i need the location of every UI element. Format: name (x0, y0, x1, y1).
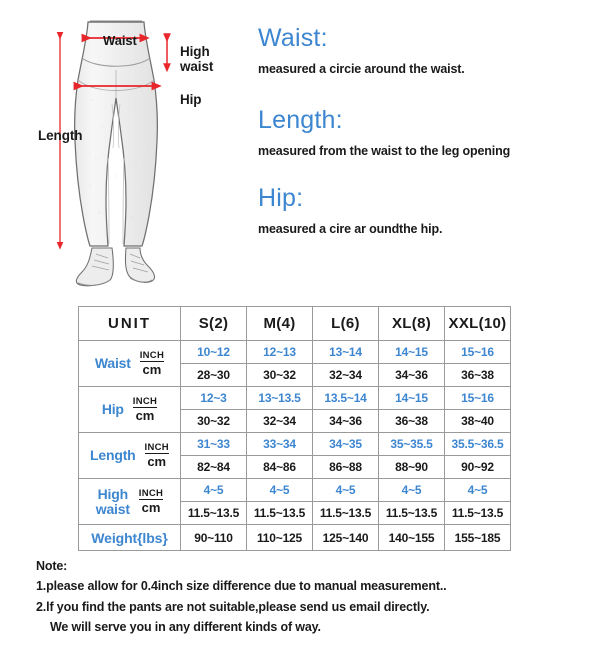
measurement-descriptions (258, 0, 600, 295)
unit-inch-label: INCH (132, 395, 158, 407)
cell-high-waist-cm-m: 11.5~13.5 (247, 502, 313, 525)
description-waist (258, 26, 600, 77)
unit-inch-label: INCH (144, 441, 169, 453)
cell-waist-inch-s: 10~12 (181, 341, 247, 364)
cell-hip-inch-m: 13~13.5 (247, 387, 313, 410)
cell-waist-cm-xl: 34~36 (379, 364, 445, 387)
leggings-figure-icon (30, 8, 260, 293)
cell-hip-inch-xxl: 15~16 (445, 387, 511, 410)
cell-length-cm-xl: 88~90 (379, 456, 445, 479)
diagram-label-high-waist-line1: High (180, 44, 210, 59)
row-label-hip-text: Hip (101, 401, 124, 418)
table-row (79, 479, 511, 502)
description-length (258, 108, 600, 159)
row-label-weight (79, 525, 181, 551)
cell-waist-inch-xl: 14~15 (379, 341, 445, 364)
diagram-label-hip: Hip (180, 92, 202, 107)
cell-hip-cm-s: 30~32 (181, 410, 247, 433)
unit-fraction (139, 489, 163, 515)
description-length-title: Length: (258, 106, 343, 134)
cell-length-cm-xxl: 90~92 (445, 456, 511, 479)
size-chart-table (78, 306, 511, 551)
cell-weight-xl: 140~155 (379, 525, 445, 551)
row-label-waist (79, 341, 181, 387)
cell-waist-inch-m: 12~13 (247, 341, 313, 364)
unit-cm-label: cm (147, 454, 167, 470)
cell-high-waist-cm-l: 11.5~13.5 (313, 502, 379, 525)
unit-cm-label: cm (135, 408, 155, 424)
diagram-label-high-waist (180, 44, 213, 74)
cell-waist-cm-s: 28~30 (181, 364, 247, 387)
table-row (79, 525, 511, 551)
description-length-text: measured from the waist to the leg opening (258, 144, 511, 158)
cell-hip-inch-l: 13.5~14 (313, 387, 379, 410)
row-label-length (79, 433, 181, 479)
cell-weight-l: 125~140 (313, 525, 379, 551)
cell-high-waist-inch-m: 4~5 (247, 479, 313, 502)
cell-length-inch-xl: 35~35.5 (379, 433, 445, 456)
row-label-high-waist (79, 479, 181, 525)
cell-high-waist-inch-xxl: 4~5 (445, 479, 511, 502)
row-label-hip (79, 387, 181, 433)
notes-heading: Note: (36, 559, 68, 573)
diagram-label-waist: Waist (103, 33, 137, 48)
unit-cm-label: cm (141, 500, 161, 516)
cell-high-waist-inch-s: 4~5 (181, 479, 247, 502)
cell-waist-cm-l: 32~34 (313, 364, 379, 387)
cell-length-cm-s: 82~84 (181, 456, 247, 479)
diagram-label-high-waist-line2: waist (180, 59, 214, 75)
unit-inch-label: INCH (138, 487, 164, 499)
leggings-diagram (30, 8, 260, 293)
cell-length-inch-s: 31~33 (181, 433, 247, 456)
table-header-s: S(2) (181, 307, 247, 341)
table-header-unit: UNIT (79, 307, 181, 341)
cell-waist-inch-xxl: 15~16 (445, 341, 511, 364)
description-waist-title: Waist: (258, 24, 328, 52)
cell-hip-inch-s: 12~3 (181, 387, 247, 410)
cell-weight-xxl: 155~185 (445, 525, 511, 551)
row-label-length-text: Length (90, 447, 136, 464)
table-row (79, 433, 511, 456)
unit-fraction (140, 351, 164, 377)
cell-high-waist-inch-l: 4~5 (313, 479, 379, 502)
unit-fraction (145, 443, 169, 469)
table-header-xxl: XXL(10) (445, 307, 511, 341)
table-header-row (79, 307, 511, 341)
row-label-weight-text: Weight{lbs} (91, 529, 168, 546)
table-header-l: L(6) (313, 307, 379, 341)
cell-length-cm-l: 86~88 (313, 456, 379, 479)
cell-hip-cm-m: 32~34 (247, 410, 313, 433)
unit-cm-label: cm (142, 362, 162, 378)
cell-weight-s: 90~110 (181, 525, 247, 551)
description-hip (258, 186, 600, 237)
note-line-3: We will serve you in any different kinds of way. (50, 619, 321, 634)
note-line-2: 2.lf you find the pants are not suitable,please send us email directly. (36, 599, 430, 614)
row-label-waist-text: Waist (94, 355, 131, 372)
cell-high-waist-cm-s: 11.5~13.5 (181, 502, 247, 525)
row-label-high-waist-line2: waist (95, 500, 130, 517)
row-label-high-waist-text (96, 487, 130, 516)
cell-weight-m: 110~125 (247, 525, 313, 551)
row-label-high-waist-line1: High (97, 485, 128, 502)
description-hip-text: measured a cire ar oundthe hip. (258, 222, 443, 236)
description-hip-title: Hip: (258, 184, 304, 212)
cell-waist-cm-xxl: 36~38 (445, 364, 511, 387)
cell-waist-inch-l: 13~14 (313, 341, 379, 364)
table-row (79, 341, 511, 364)
table-row (79, 387, 511, 410)
cell-length-inch-xxl: 35.5~36.5 (445, 433, 511, 456)
cell-length-cm-m: 84~86 (247, 456, 313, 479)
cell-high-waist-cm-xl: 11.5~13.5 (379, 502, 445, 525)
notes-section (36, 556, 576, 637)
unit-fraction (133, 397, 157, 423)
cell-hip-cm-xxl: 38~40 (445, 410, 511, 433)
diagram-label-length: Length (38, 128, 83, 143)
measurement-guide-section (0, 0, 600, 295)
cell-hip-cm-xl: 36~38 (379, 410, 445, 433)
cell-length-inch-m: 33~34 (247, 433, 313, 456)
cell-hip-inch-xl: 14~15 (379, 387, 445, 410)
cell-hip-cm-l: 34~36 (313, 410, 379, 433)
cell-high-waist-inch-xl: 4~5 (379, 479, 445, 502)
cell-high-waist-cm-xxl: 11.5~13.5 (445, 502, 511, 525)
cell-waist-cm-m: 30~32 (247, 364, 313, 387)
cell-length-inch-l: 34~35 (313, 433, 379, 456)
table-header-m: M(4) (247, 307, 313, 341)
unit-inch-label: INCH (139, 349, 165, 361)
note-line-1: 1.please allow for 0.4inch size difference due to manual measurement.. (36, 579, 447, 594)
table-header-xl: XL(8) (379, 307, 445, 341)
description-waist-text: measured a circie around the waist. (258, 62, 465, 76)
